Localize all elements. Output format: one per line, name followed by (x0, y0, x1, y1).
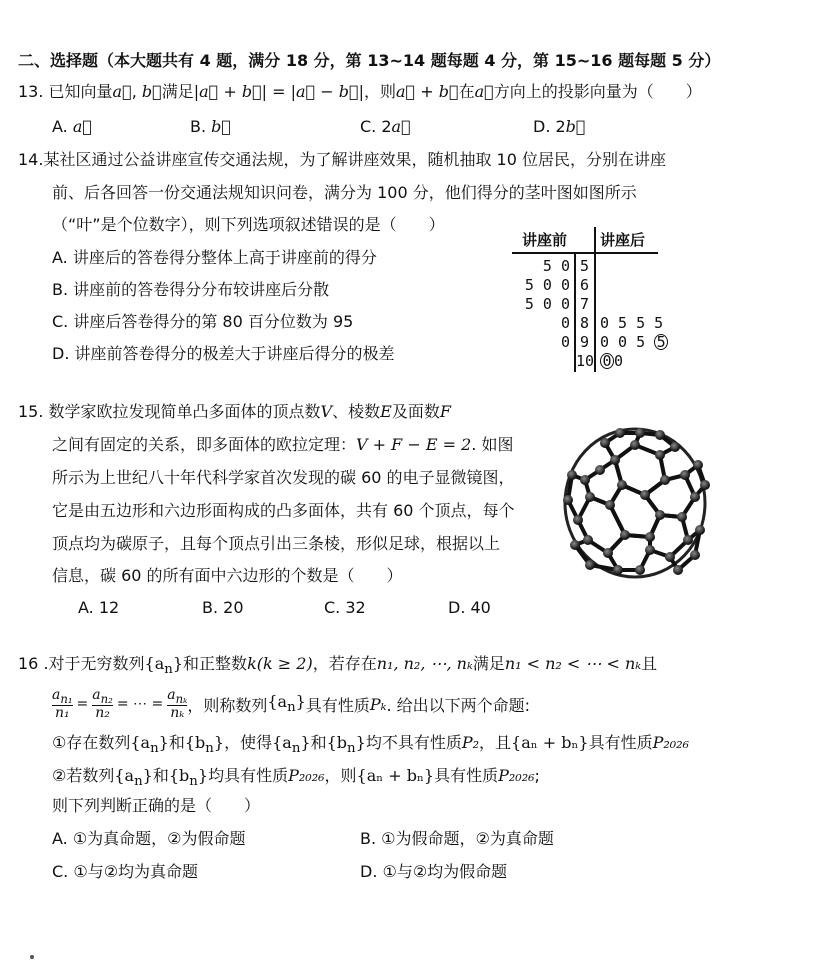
section-header: 二、选择题（本大题共有 4 题，满分 18 分，第 13~14 题每题 4 分，第 15~16 题每题 5 分） (18, 51, 721, 70)
scan-speck (30, 955, 34, 959)
q15-option-c[interactable]: C. 32 (324, 598, 366, 617)
q14-option-d[interactable]: D. 讲座前答卷得分的极差大于讲座后得分的极差 (52, 344, 395, 363)
q14-line2: 前、后各回答一份交通法规知识问卷，满分为 100 分，他们得分的茎叶图如图所示 (52, 183, 637, 202)
q15-line5: 顶点均为碳原子，且每个顶点引出三条棱，形似足球，根据以上 (52, 534, 501, 553)
circled-leaf: 5 (654, 334, 668, 350)
stemleaf-row2-stem: 6 (580, 276, 590, 294)
fullerene-c60-figure (560, 425, 710, 585)
stemleaf-row5-right: 0 0 5 5 (600, 333, 668, 351)
q13-option-b[interactable]: B. b⃗ (190, 117, 231, 136)
q14-option-c[interactable]: C. 讲座后答卷得分的第 80 百分位数为 95 (52, 312, 354, 331)
q13-option-a[interactable]: A. a⃗ (52, 117, 92, 136)
stemleaf-row3-stem: 7 (580, 295, 590, 313)
q15-option-b[interactable]: B. 20 (202, 598, 244, 617)
stemleaf-divider-right (594, 227, 596, 372)
q15-line3: 所示为上世纪八十年代科学家首次发现的碳 60 的电子显微镜图， (52, 468, 515, 487)
stemleaf-row1-left: 5 0 (542, 257, 570, 275)
stemleaf-row4-stem: 8 (580, 314, 590, 332)
stemleaf-row3-left: 5 0 0 (524, 295, 570, 313)
stemleaf-row2-left: 5 0 0 (524, 276, 570, 294)
q16-option-c[interactable]: C. ①与②均为真命题 (52, 862, 199, 881)
stemleaf-right-header: 讲座后 (600, 231, 646, 249)
q14-line3: （“叶”是个位数字），则下列选项叙述错误的是（ ） (52, 215, 445, 234)
q15-line2: 之间有固定的关系，即多面体的欧拉定理：V + F − E = 2. 如图 (52, 435, 514, 454)
q16-fraction-chain: $a_{n_1}$ n₁ = $a_{n_2}$ n₂ = ⋯ = $a_{n_k}$ nₖ (52, 686, 188, 721)
q15-option-a[interactable]: A. 12 (78, 598, 120, 617)
q16-option-a[interactable]: A. ①为真命题，②为假命题 (52, 829, 246, 848)
q16-line1: 16 .对于无穷数列$\{a_n\}$和正整数k(k ≥ 2)，若存在n₁, n₂, ⋯, nₖ满足n₁ < n₂ < ⋯ < nₖ且 (18, 654, 658, 678)
q15-line6: 信息，碳 60 的所有面中六边形的个数是（ ） (52, 566, 403, 585)
circled-leaf: 0 (600, 353, 614, 369)
stemleaf-left-header: 讲座前 (522, 231, 568, 249)
q14-line1: 14.某社区通过公益讲座宣传交通法规，为了解讲座效果，随机抽取 10 位居民，分别在讲座 (18, 150, 666, 169)
q16-proposition-1: ①存在数列$\{a_n\}$和$\{b_n\}$，使得$\{a_n\}$和$\{b_n\}$均不具有性质P₂，且{aₙ + bₙ}具有性质P₂₀₂₆ (52, 733, 690, 757)
q14-option-a[interactable]: A. 讲座后的答卷得分整体上高于讲座前的得分 (52, 248, 377, 267)
q16-proposition-2: ②若数列$\{a_n\}$和$\{b_n\}$均具有性质P₂₀₂₆，则{aₙ + bₙ}具有性质P₂₀₂₆; (52, 766, 540, 790)
q15-line4: 它是由五边形和六边形面构成的凸多面体，共有 60 个顶点，每个 (52, 501, 515, 520)
q16-line2: $a_{n_1}$ n₁ = $a_{n_2}$ n₂ = ⋯ = $a_{n_k}$ nₖ ，则称数列 $\{a_n\}$ 具有性质 Pₖ . 给出以下两个命题: (52, 686, 531, 721)
stemleaf-row1-stem: 5 (580, 257, 590, 275)
stemleaf-row5-stem: 9 (580, 333, 590, 351)
q13-option-d[interactable]: D. 2b⃗ (533, 117, 586, 136)
stem-leaf-plot (510, 227, 666, 372)
stemleaf-header-rule (512, 252, 658, 254)
q15-option-d[interactable]: D. 40 (448, 598, 491, 617)
stemleaf-row6-stem: 10 (576, 352, 595, 370)
q16-option-b[interactable]: B. ①为假命题，②为真命题 (360, 829, 554, 848)
q16-judge: 则下列判断正确的是（ ） (52, 796, 261, 815)
q16-option-d[interactable]: D. ①与②均为假命题 (360, 862, 508, 881)
q13-stem: 13. 已知向量a⃗, b⃗满足|a⃗ + b⃗| = |a⃗ − b⃗|，则a⃗ + b⃗在a⃗方向上的投影向量为（ ） (18, 82, 702, 101)
q14-option-b[interactable]: B. 讲座前的答卷得分分布较讲座后分散 (52, 280, 330, 299)
stemleaf-row6-right: 0 0 (600, 352, 623, 370)
stemleaf-row4-right: 0 5 5 5 (600, 314, 664, 332)
stemleaf-row4-left: 0 (560, 314, 570, 332)
fullerene-icon (560, 425, 710, 585)
stemleaf-row5-left: 0 (560, 333, 570, 351)
q15-line1: 15. 数学家欧拉发现简单凸多面体的顶点数V、棱数E及面数F (18, 402, 451, 421)
q13-option-c[interactable]: C. 2a⃗ (360, 117, 411, 136)
